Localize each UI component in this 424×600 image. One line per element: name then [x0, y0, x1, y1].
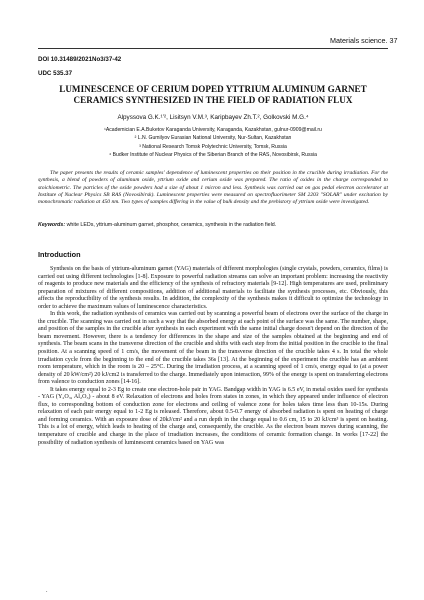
body-text — [38, 266, 388, 447]
abstract: The paper presents the results of ceramic samples' dependence of luminescent properties on their position in the crucible during irradiation. For the synthesis, a blend of powders of aluminum oxide, yttrium oxide and cerium oxide was prepared. The ratio of oxides in the charge corresponded to stoichiometric. The particles of the oxide powders had a size of about 1 micron and less. Synthesis was carried out on gas pedal electron accelerator at Institute of Nuclear Physics SB RAS (Novosibirsk). Luminescent properties were measured on spectrofluorimeter SM 2203 "SOLAR" under excitation by monochromatic radiation at 450 nm. Two types of samples differing in the value of bulk density and the prehistory of yttrium oxide were investigated. — [38, 170, 388, 206]
header-rule — [38, 48, 388, 49]
doi-line: DOI 10.31489/2021No3/37-42 — [38, 56, 122, 63]
keywords — [38, 222, 388, 229]
footer-dot: . — [46, 588, 48, 594]
affiliation-1: ¹Academician E.A.Buketov Karaganda University, Karaganda, Kazakhstan, gulnur-0909@mail.ru — [104, 127, 322, 133]
author-list: Alpyssova G.K.¹ʼ², Lisitsyn V.M.³, Karipbayev Zh.T.², Golkovski M.G.⁴ — [117, 114, 309, 121]
keywords-label: Keywords: — [38, 222, 66, 228]
paragraph-3: It takes energy equal to 2-3 Eg to create one electron-hole pair in YAG. Bandgap width in YAG is 6.5 eV, in metal oxides used for synthesis - YAG (Y₂O₃, Al₂O₃) - about 8 eV. Relaxation of electrons and holes from states in zones, in which they appeared under influence of electron flux, to corresponding bottom of conduction zone for electrons and ceiling of valence zone for holes takes time less than 10-15s. During relaxation of each pair energy equal to 1-2 Eg is released. Therefore, about 0.5-0.7 energy of absorbed radiation is spent on heating of charge and forming ceramics. With an exposure dose of 20kJ/cm² and a run depth in the charge equal to 0.6 cm, 15 to 20 kJ/cm³ is spent on heating. This is a lot of energy, which leads to heating of the charge and, consequently, the crucible. As the electron beam moves during scanning, the temperature of crucible and charge in the place of irradiation increases, the conditions of ceramic formation change. In works [17-22] the possibility of radiation synthesis of luminescent ceramics based on YAG was — [38, 386, 388, 446]
udc-line: UDC 535.37 — [38, 70, 73, 77]
section-heading: Introduction — [38, 250, 81, 259]
affiliation-list — [38, 126, 388, 160]
running-header: Materials science. 37 — [330, 36, 398, 45]
paragraph-1: Synthesis on the basis of yttrium-aluminum garnet (YAG) materials of different morphologies (single crystals, powders, ceramics, films) is carried out using different technologies [1-8]. Exposure to powerful radiation streams can solve an important problem: increasing the reactivity of reagents to produce new materials and the efficiency of the synthesis of refractory materials [9-12]. High temperatures are used, preliminary preparation of mixtures of different compositions, addition of additional materials to facilitate the synthesis processes, etc. Obviously, this affects the reproducibility of the synthesis results. In addition, the complexity of the synthesis makes it difficult to optimize the technology in order to achieve the maximum values of luminescence characteristics. — [38, 266, 388, 310]
affiliation-4: ⁴ Budker Institute of Nuclear Physics of the Siberian Branch of the RAS, Novosibirsk, Russia — [108, 152, 317, 159]
paper-title: LUMINESCENCE OF CERIUM DOPED YTTRIUM ALUMINUM GARNET CERAMICS SYNTHESIZED IN THE FIELD OF RADIATION FLUX — [59, 84, 367, 105]
paragraph-2: In this work, the radiation synthesis of ceramics was carried out by scanning a powerful beam of electrons over the surface of the charge in the crucible. The scanning was carried out in such a way that the absorbed energy at each point of the surface was the same. The number, shape, and position of the samples in the crucible after synthesis in each experiment with the same initial charge doesn't depend on the direction of the beam movement. However, there is a tendency for differences in the shape and size of the samples obtained at the beginning and end of synthesis. The beam scans in the transverse direction of the crucible and shifts with each step from the initial position in the crucible to the final position. At a scanning speed of 1 cm/s, the movement of the beam in the transverse direction of the crucible takes 4 s. In total the whole irradiation cycle from the beginning to the end of the crucible takes 36s [13]. At the beginning of the experiment the crucible has an ambient room temperature, which in the room is 20 – 25°C. During the irradiation process, at a scanning speed of 1 cm/s, energy equal to (at a power density of 20 kW/cm²) 20 kJ/cm2 is transferred to the charge. Immediately upon interaction, 99% of the energy is spent on transferring electrons from valence to conduction zones [14-16]. — [38, 311, 388, 386]
affiliation-3: ³ National Research Tomsk Polytechnic University, Tomsk, Russia — [139, 143, 287, 150]
keywords-text: white LEDs, yttrium-aluminum garnet, phosphor, ceramics, synthesis in the radiation field. — [65, 222, 277, 228]
affiliation-2: ² L.N. Gumilyov Eurasian National University, Nur-Sultan, Kazakhstan — [134, 135, 292, 142]
